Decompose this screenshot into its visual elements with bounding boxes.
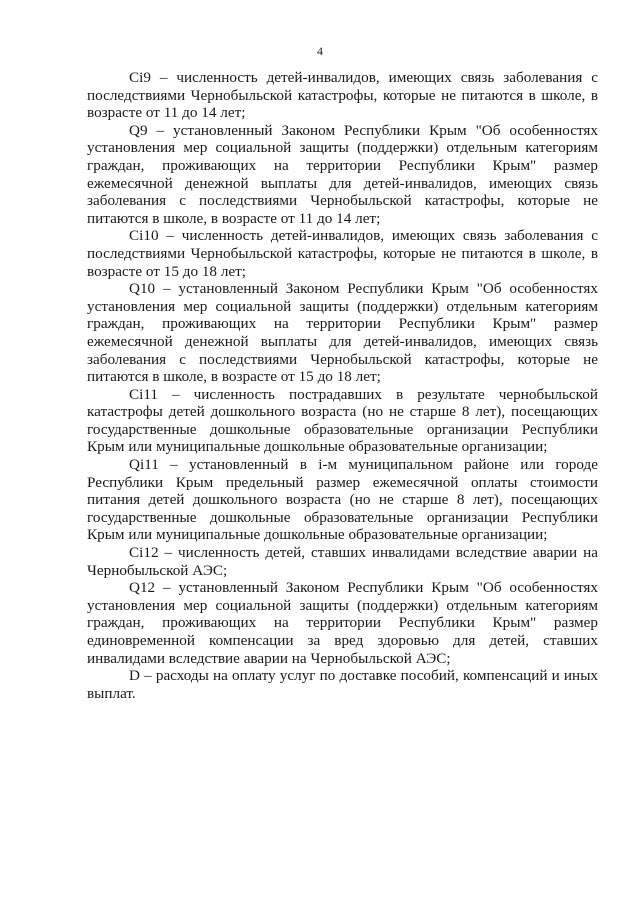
paragraph-ci11-definition: Ci11 – численность пострадавших в результате чернобыльской катастрофы детей дошкольного возраста (но не старше 8 лет), посещающих государственные дошкольные образовательные организации Республики Крым или муниципальные дошкольные образовательные организации; <box>87 385 598 456</box>
page-number: 4 <box>317 44 323 58</box>
paragraph-d-definition: D – расходы на оплату услуг по доставке пособий, компенсаций и иных выплат. <box>87 667 598 702</box>
paragraph-q9-definition: Q9 – установленный Законом Республики Крым "Об особенностях установления мер социальной защиты (поддержки) отдельным категориям граждан, проживающих на территории Республики Крым" размер ежемесячной денежной выплаты для детей-инвалидов, имеющих связь заболевания с последствиями Чернобыльской катастрофы, которые не питаются в школе, в возрасте от 11 до 14 лет; <box>87 121 598 227</box>
paragraph-ci10-definition: Ci10 – численность детей-инвалидов, имеющих связь заболевания с последствиями Чернобыльской катастрофы, которые не питаются в школе, в возрасте от 15 до 18 лет; <box>87 227 598 280</box>
paragraph-ci9-definition: Ci9 – численность детей-инвалидов, имеющих связь заболевания с последствиями Чернобыльской катастрофы, которые не питаются в школе, в возрасте от 11 до 14 лет; <box>87 69 598 122</box>
paragraph-qi11-definition: Qi11 – установленный в i-м муниципальном районе или городе Республики Крым предельный размер ежемесячной оплаты стоимости питания детей дошкольного возраста (но не старше 8 лет), посещающих государственные дошкольные образовательные организации Республики Крым или муниципальные дошкольные образовательные организации; <box>87 456 598 544</box>
paragraph-q10-definition: Q10 – установленный Законом Республики Крым "Об особенностях установления мер социальной защиты (поддержки) отдельным категориям граждан, проживающих на территории Республики Крым" размер ежемесячной денежной выплаты для детей-инвалидов, имеющих связь заболевания с последствиями Чернобыльской катастрофы, которые не питаются в школе, в возрасте от 15 до 18 лет; <box>87 280 598 386</box>
paragraph-ci12-definition: Ci12 – численность детей, ставших инвалидами вследствие аварии на Чернобыльской АЭС; <box>87 544 598 579</box>
document-body <box>87 69 598 702</box>
paragraph-q12-definition: Q12 – установленный Законом Республики Крым "Об особенностях установления мер социальной защиты (поддержки) отдельным категориям граждан, проживающих на территории Республики Крым" размер единовременной компенсации за вред здоровью для детей, ставших инвалидами вследствие аварии на Чернобыльской АЭС; <box>87 579 598 667</box>
